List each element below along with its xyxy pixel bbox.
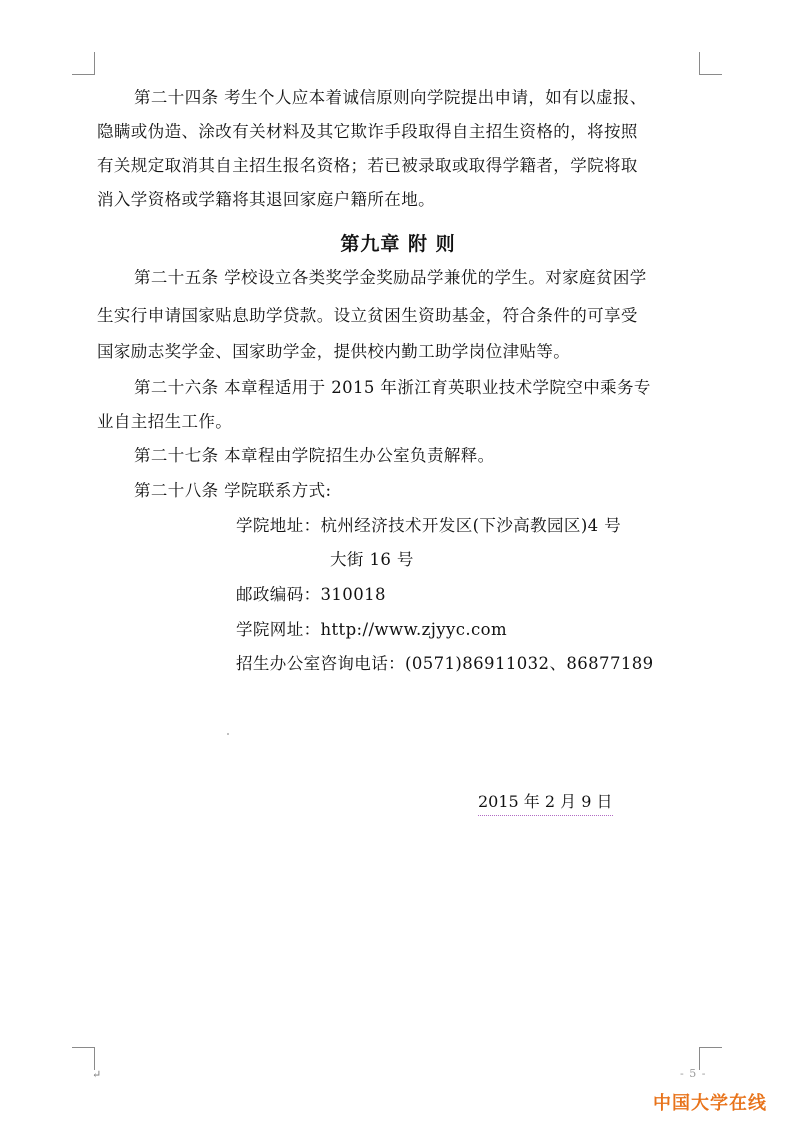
article-24-line-4: 消入学资格或学籍将其退回家庭户籍所在地。 — [97, 190, 435, 209]
article-26-line-2: 业自主招生工作。 — [97, 412, 233, 431]
contact-phone: 招生办公室咨询电话：(0571)86911032、86877189 — [236, 654, 654, 673]
article-27-line-1: 第二十七条 本章程由学院招生办公室负责解释。 — [134, 446, 495, 465]
contact-address-line-2: 大街 16 号 — [330, 550, 414, 569]
article-24-line-2: 隐瞒或伪造、涂改有关材料及其它欺诈手段取得自主招生资格的，将按照 — [97, 122, 638, 141]
paragraph-mark-icon: ↵ — [92, 1068, 102, 1081]
article-25-line-3: 国家励志奖学金、国家助学金，提供校内勤工助学岗位津贴等。 — [97, 342, 571, 361]
crop-mark-bottom-left — [72, 1047, 95, 1070]
contact-address-line-1: 学院地址：杭州经济技术开发区(下沙高教园区)4 号 — [236, 516, 622, 535]
article-25-line-2: 生实行申请国家贴息助学贷款。设立贫困生资助基金，符合条件的可享受 — [97, 306, 638, 325]
chapter-title: 第九章 附 则 — [340, 233, 456, 255]
article-24-line-3: 有关规定取消其自主招生报名资格；若已被录取或取得学籍者，学院将取 — [97, 156, 638, 175]
page-number: - 5 - — [680, 1067, 707, 1080]
article-25-line-1: 第二十五条 学校设立各类奖学金奖励品学兼优的学生。对家庭贫困学 — [134, 268, 647, 287]
document-date: 2015 年 2 月 9 日 — [478, 790, 613, 816]
watermark-logo: 中国大学在线 — [653, 1093, 767, 1114]
contact-postcode: 邮政编码：310018 — [236, 585, 386, 604]
article-24-line-1: 第二十四条 考生个人应本着诚信原则向学院提出申请，如有以虚报、 — [134, 88, 647, 107]
article-28-line-1: 第二十八条 学院联系方式: — [134, 481, 332, 500]
article-26-line-1: 第二十六条 本章程适用于 2015 年浙江育英职业技术学院空中乘务专 — [134, 378, 651, 397]
stray-dot — [227, 733, 229, 735]
crop-mark-top-left — [72, 52, 95, 75]
crop-mark-top-right — [699, 52, 722, 75]
contact-website: 学院网址：http://www.zjyyc.com — [236, 620, 508, 639]
